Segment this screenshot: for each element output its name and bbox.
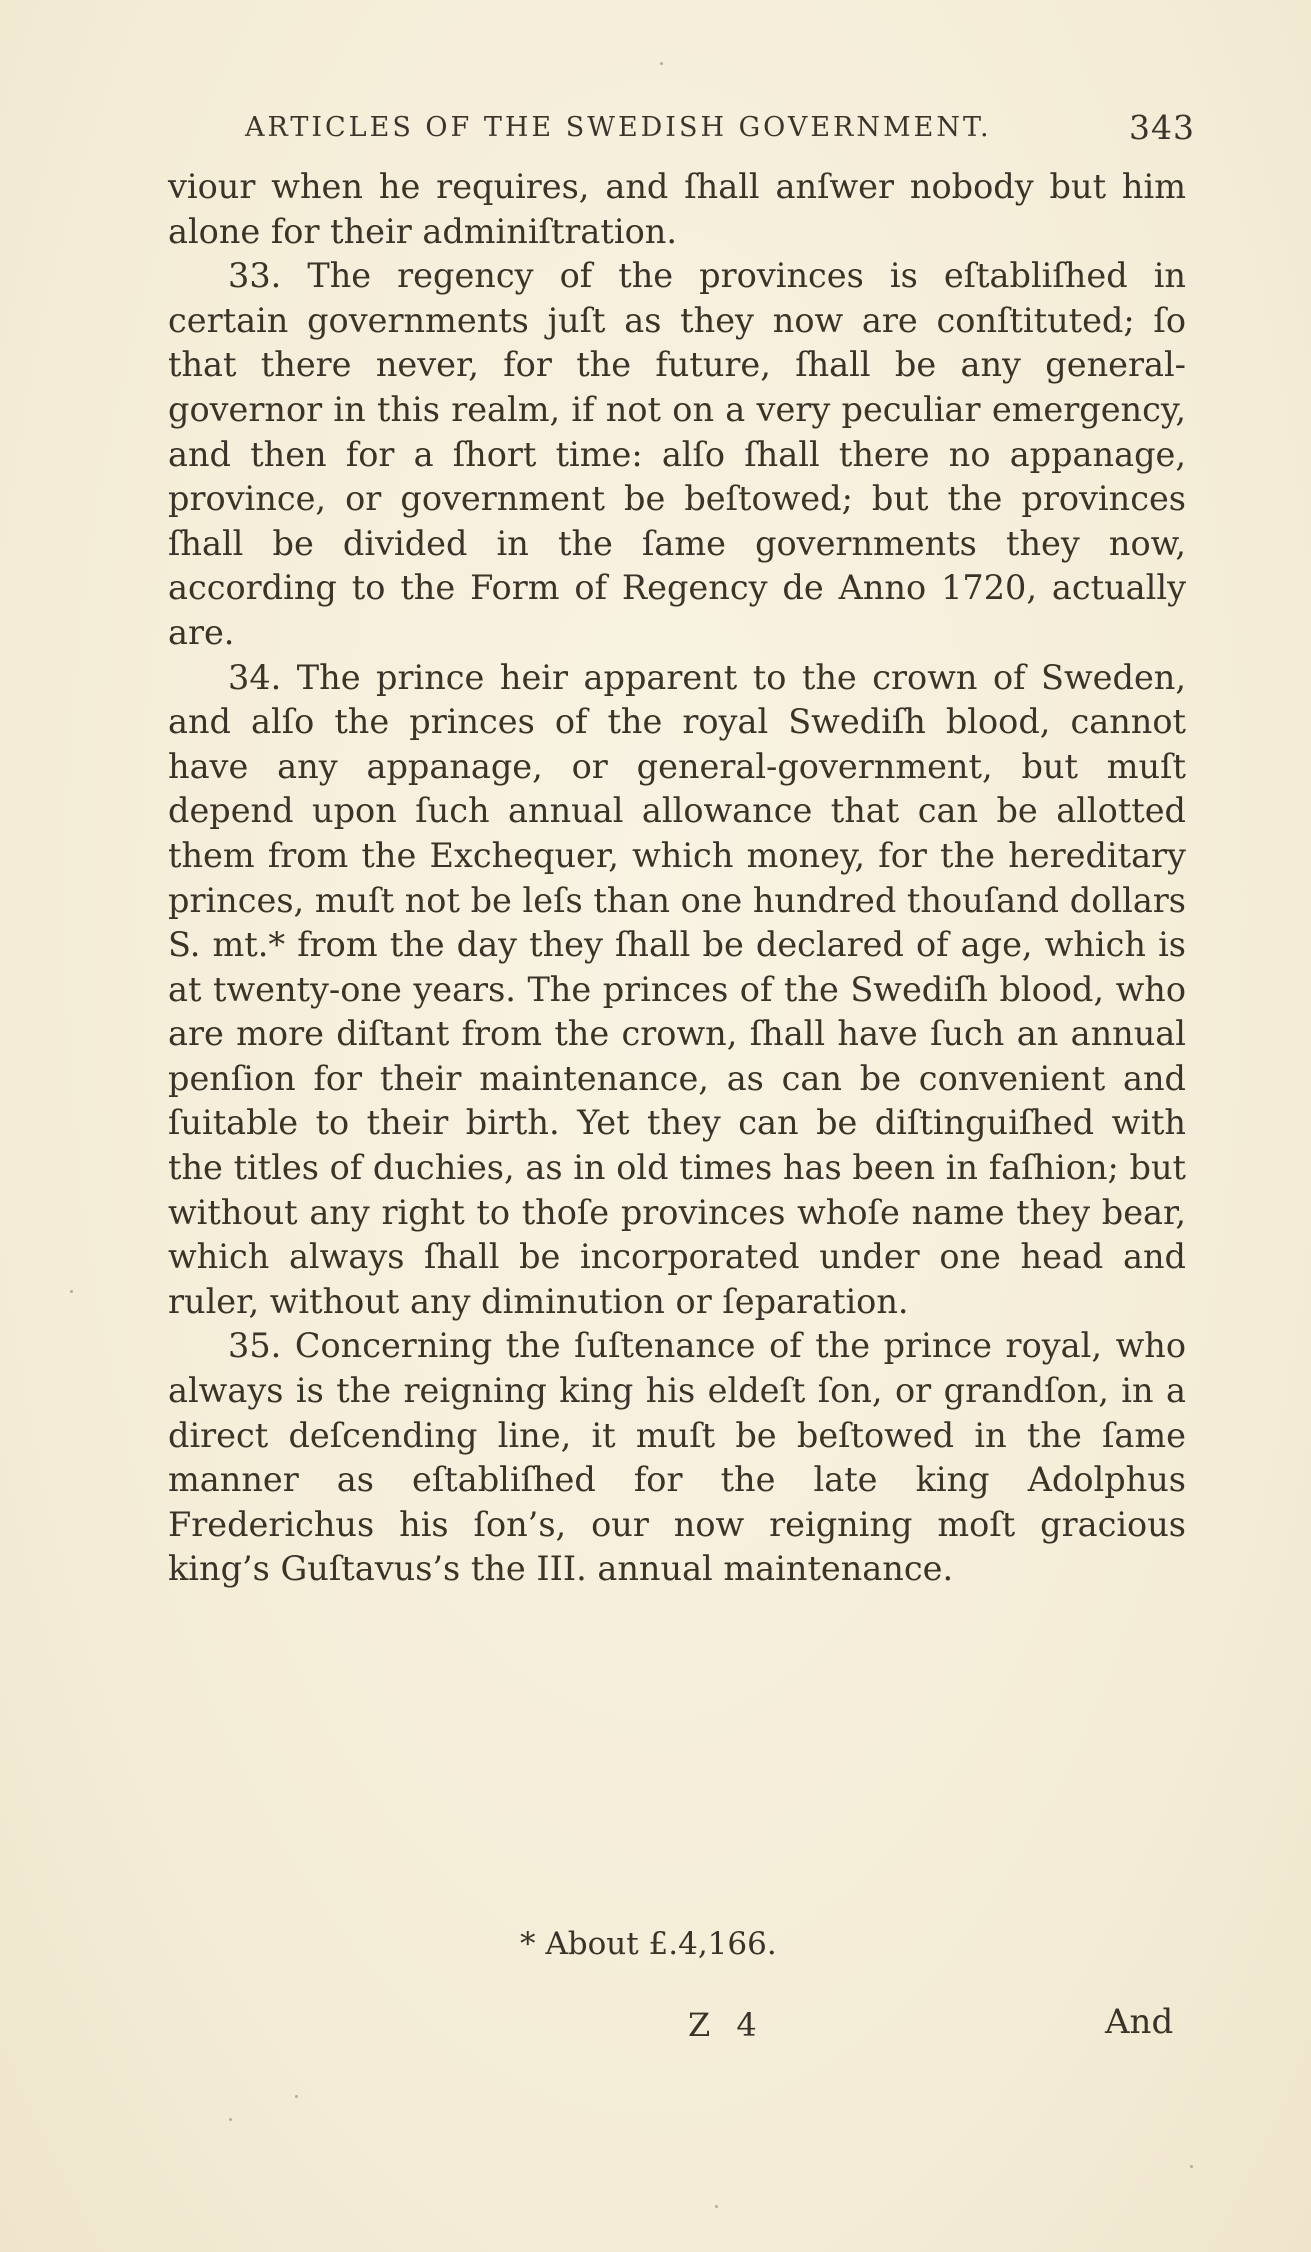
body-text	[168, 165, 1186, 1592]
paragraph-continuation: viour when he requires, and ſhall anſwer nobody but him alone for their adminiſtration.	[168, 167, 1186, 251]
running-header	[245, 100, 1195, 150]
paragraph-article-33: 33. The regency of the provinces is eſtabliſhed in certain governments juſt as they now are conſtituted; ſo that there never, for the future, ſhall be any general-governor in this realm, if not on a very peculiar emergency, and then for a ſhort time: alſo ſhall there no appanage, province, or government be beſtowed; but the provinces ſhall be divided in the ſame governments they now, according to the Form of Regency de Anno 1720, actually are.	[168, 256, 1186, 652]
header-title: ARTICLES OF THE SWEDISH GOVERNMENT.	[245, 112, 992, 143]
paragraph-article-35: 35. Concerning the ſuſtenance of the prince royal, who always is the reigning king his eldeſt ſon, or grandſon, in a direct deſcending line, it muſt be beſtowed in the ſame manner as eſtabliſhed for the late king Adolphus Frederichus his ſon’s, our now reigning moſt gracious king’s Guſtavus’s the III. annual maintenance.	[168, 1326, 1186, 1589]
paragraph-article-34: 34. The prince heir apparent to the crown of Sweden, and alſo the princes of the royal Swediſh blood, cannot have any appanage, or general-government, but muſt depend upon ſuch annual allowance that can be allotted them from the Exchequer, which money, for the hereditary princes, muſt not be leſs than one hundred thouſand dollars S. mt.* from the day they ſhall be declared of age, which is at twenty-one years. The princes of the Swediſh blood, who are more diſtant from the crown, ſhall have ſuch an annual penſion for their maintenance, as can be convenient and ſuitable to their birth. Yet they can be diſtinguiſhed with the titles of duchies, as in old times has been in faſhion; but without any right to thoſe provinces whoſe name they bear, which always ſhall be incorporated under one head and ruler, without any diminution or ſeparation.	[168, 657, 1186, 1321]
signature-mark: Z 4	[688, 2006, 765, 2044]
page-number: 343	[1129, 108, 1195, 147]
catchword: And	[1105, 2002, 1174, 2042]
footnote: * About £.4,166.	[520, 1926, 777, 1962]
